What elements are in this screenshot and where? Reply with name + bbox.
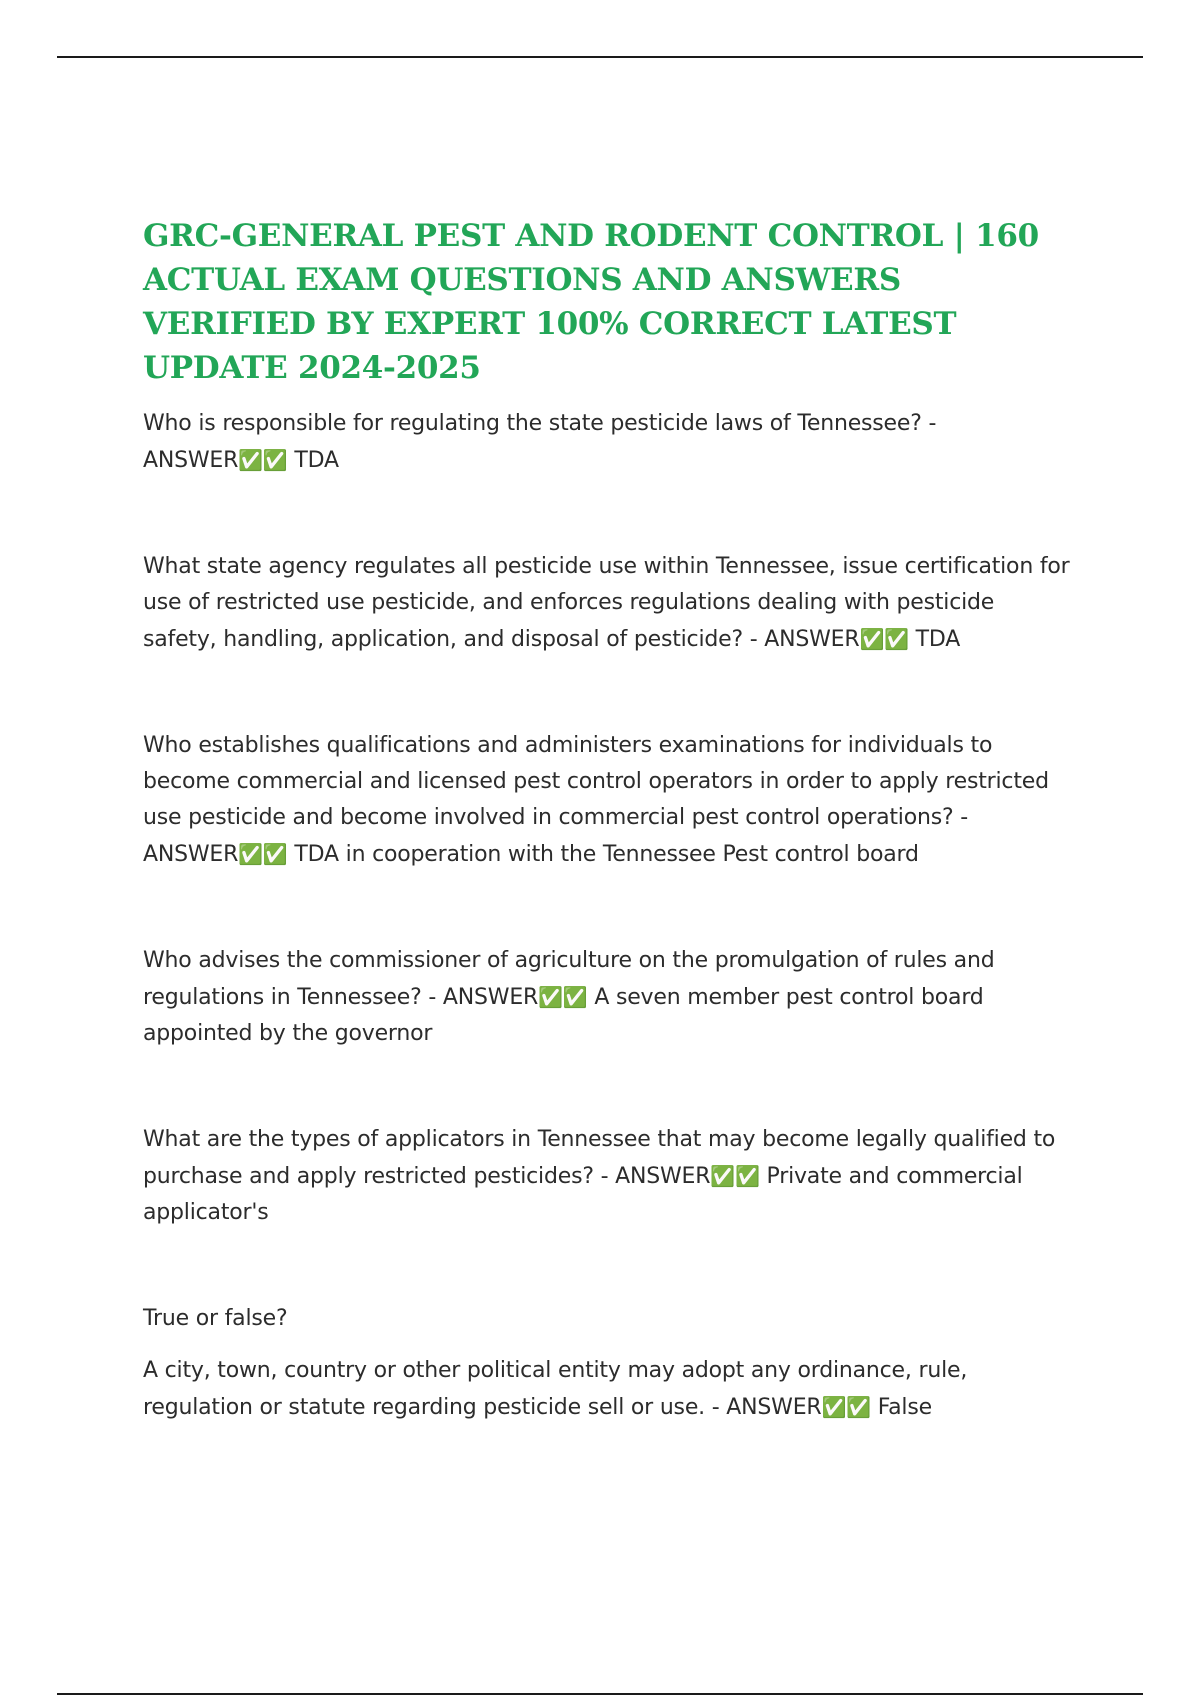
question-text: What are the types of applicators in Tennessee that may become legally qualified to purchase and apply restricted pesticides? - ANSWER <box>143 1127 1056 1189</box>
question-text: Who is responsible for regulating the state pesticide laws of Tennessee? - ANSWER <box>143 411 937 473</box>
checkmark-icon: ✅✅ <box>238 842 288 866</box>
top-rule <box>57 56 1143 58</box>
checkmark-icon: ✅✅ <box>859 627 909 651</box>
qa-item-2 <box>143 549 1073 658</box>
answer-text: Private and commercial applicator's <box>143 1164 1023 1225</box>
question-text: A city, town, country or other political entity may adopt any ordinance, rule, regulation or statute regarding pesticide sell or use. - ANSWER <box>143 1358 968 1420</box>
qa-item-3 <box>143 728 1073 873</box>
qa-item-6-prompt: True or false? <box>143 1306 288 1331</box>
bottom-rule <box>57 1693 1143 1695</box>
question-text: Who advises the commissioner of agriculture on the promulgation of rules and regulations in Tennessee? - ANSWER <box>143 948 995 1010</box>
answer-text: TDA <box>294 448 339 473</box>
answer-text: TDA <box>915 627 961 652</box>
checkmark-icon: ✅✅ <box>710 1164 760 1188</box>
answer-text: TDA in cooperation with the Tennessee Pest control board <box>294 842 919 867</box>
answer-text: False <box>877 1395 932 1420</box>
question-text: What state agency regulates all pesticide use within Tennessee, issue certification for use of restricted use pesticide, and enforces regulations dealing with pesticide safety, handling, application, and disposal of pesticide? - ANSWER <box>143 554 1070 652</box>
document-body <box>143 214 1073 1426</box>
checkmark-icon: ✅✅ <box>238 448 288 472</box>
question-text: Who establishes qualifications and administers examinations for individuals to become commercial and licensed pest control operators in order to apply restricted use pesticide and become involved in commercial pest control operations? - ANSWER <box>143 733 1049 867</box>
qa-item-4 <box>143 943 1073 1052</box>
qa-item-6 <box>143 1353 1073 1426</box>
qa-item-1 <box>143 406 1073 479</box>
qa-item-5 <box>143 1122 1073 1231</box>
checkmark-icon: ✅✅ <box>538 985 588 1009</box>
checkmark-icon: ✅✅ <box>821 1395 871 1419</box>
document-title: GRC-GENERAL PEST AND RODENT CONTROL | 160 ACTUAL EXAM QUESTIONS AND ANSWERS VERIFIED BY EXPERT 100% CORRECT LATEST UPDATE 2024-2025 <box>143 218 1039 386</box>
answer-text: A seven member pest control board appointed by the governor <box>143 985 984 1046</box>
